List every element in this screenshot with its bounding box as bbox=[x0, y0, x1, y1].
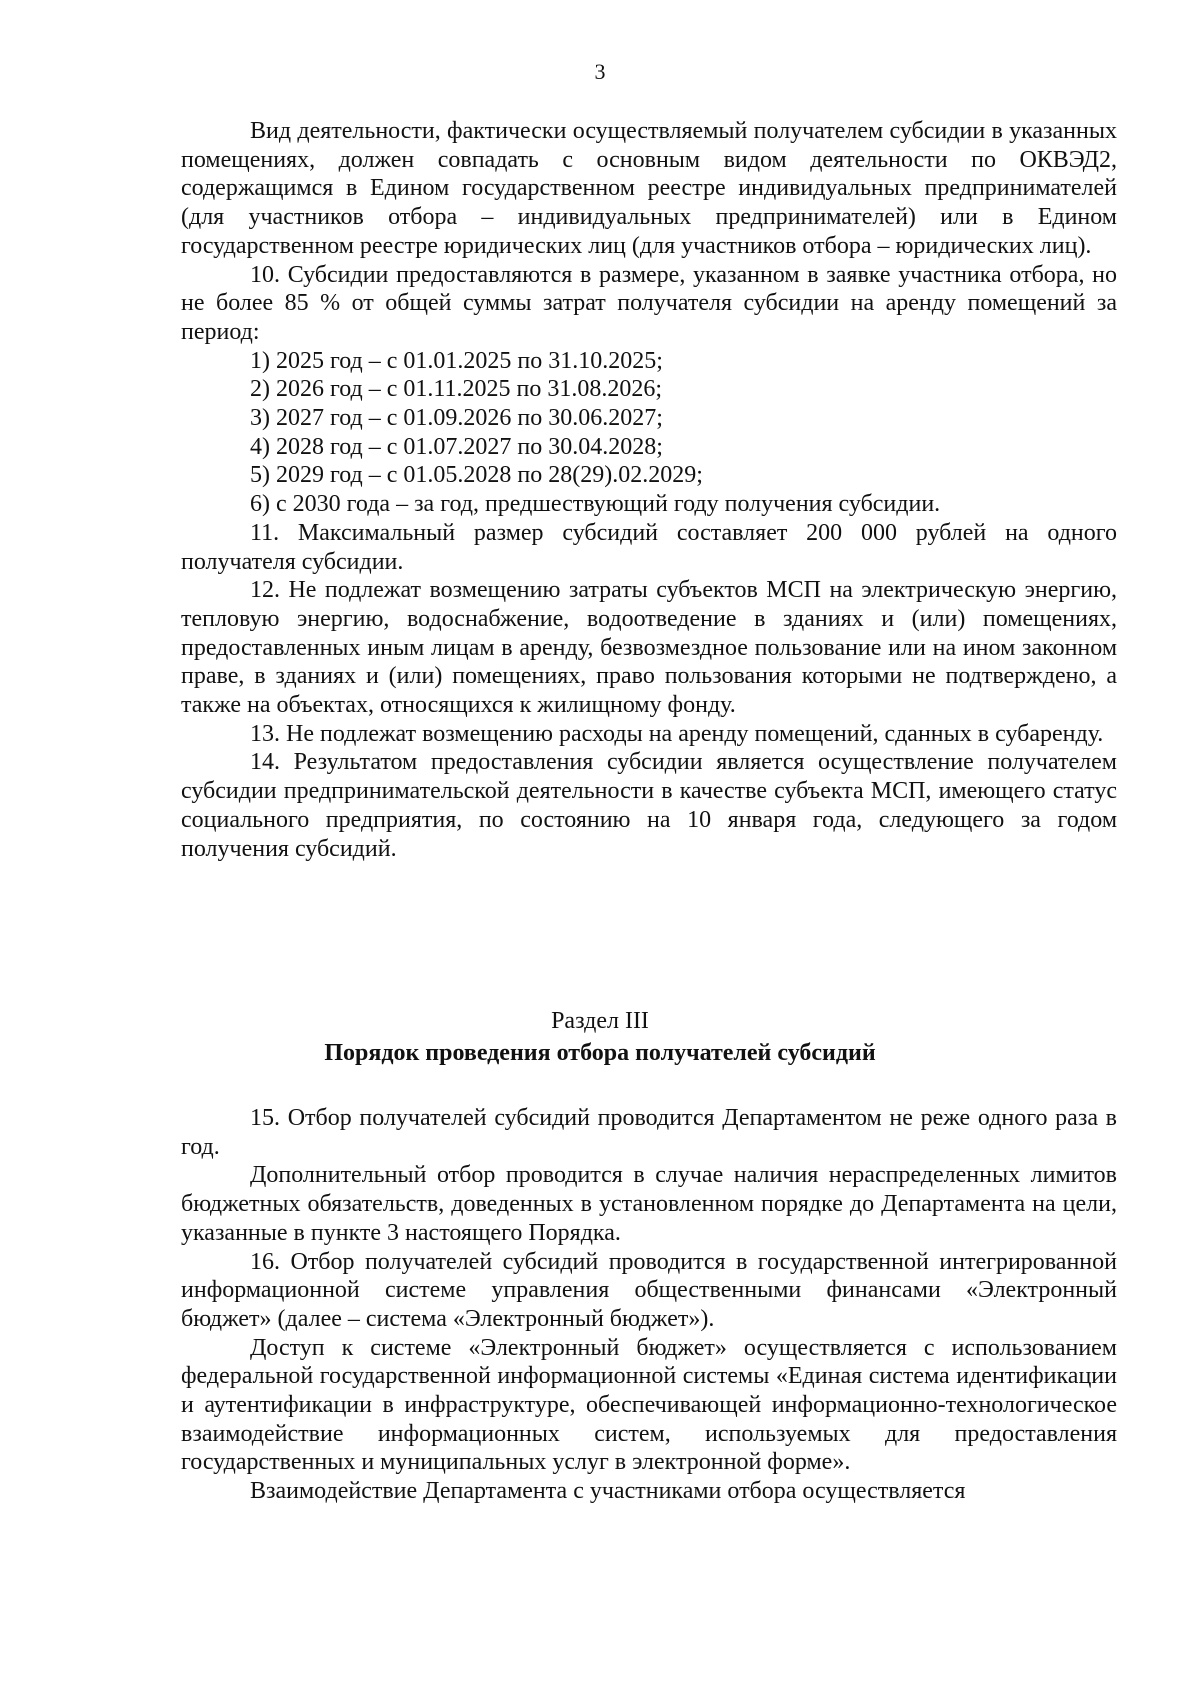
period-item-6: 6) с 2030 года – за год, предшествующий году получения субсидии. bbox=[250, 491, 941, 518]
period-item-5: 5) 2029 год – с 01.05.2028 по 28(29).02.2029; bbox=[250, 462, 703, 489]
page-number: 3 bbox=[594, 59, 606, 84]
paragraph-15: 15. Отбор получателей субсидий проводится Департаментом не реже одного раза в год. bbox=[181, 1105, 1117, 1160]
section-label: Раздел III bbox=[551, 1008, 649, 1034]
period-item-4: 4) 2028 год – с 01.07.2027 по 30.04.2028; bbox=[250, 433, 663, 460]
period-item-1: 1) 2025 год – с 01.01.2025 по 31.10.2025; bbox=[250, 347, 663, 374]
period-item-3: 3) 2027 год – с 01.09.2026 по 30.06.2027; bbox=[250, 405, 663, 432]
paragraph-system-access: Доступ к системе «Электронный бюджет» осуществляется с использованием федеральной государственной информационной системы «Единая система идентификации и аутентификации в инфраструктуре, обеспечивающей информационно-технологическое взаимодействие информационных систем, используемых для предоставления государственных и муниципальных услуг в электронной форме». bbox=[181, 1334, 1117, 1476]
paragraph-additional-selection: Дополнительный отбор проводится в случае наличия нераспределенных лимитов бюджетных обязательств, доведенных в установленном порядке до Департамента на цели, указанные в пункте 3 настоящего Порядка. bbox=[181, 1162, 1117, 1246]
paragraph-activity-type: Вид деятельности, фактически осуществляемый получателем субсидии в указанных помещениях, должен совпадать с основным видом деятельности по ОКВЭД2, содержащимся в Едином государственном реестре индивидуальных предпринимателей (для участников отбора – индивидуальных предпринимателей) или в Едином государственном реестре юридических лиц (для участников отбора – юридических лиц). bbox=[181, 118, 1117, 259]
paragraph-16: 16. Отбор получателей субсидий проводится в государственной интегрированной информационной системе управления общественными финансами «Электронный бюджет» (далее – система «Электронный бюджет»). bbox=[181, 1248, 1117, 1332]
body-text-top bbox=[181, 117, 1117, 863]
paragraph-14: 14. Результатом предоставления субсидии является осуществление получателем субсидии предпринимательской деятельности в качестве субъекта МСП, имеющего статус социального предприятия, по состоянию на 10 января года, следующего за годом получения субсидий. bbox=[181, 749, 1117, 862]
section-title: Порядок проведения отбора получателей субсидий bbox=[324, 1040, 876, 1066]
body-text-bottom bbox=[181, 1104, 1117, 1506]
paragraph-interaction: Взаимодействие Департамента с участниками отбора осуществляется bbox=[250, 1478, 966, 1505]
paragraph-13: 13. Не подлежат возмещению расходы на аренду помещений, сданных в субаренду. bbox=[250, 720, 1104, 747]
paragraph-11: 11. Максимальный размер субсидий составляет 200 000 рублей на одного получателя субсидии. bbox=[181, 519, 1117, 575]
period-item-2: 2) 2026 год – с 01.11.2025 по 31.08.2026; bbox=[250, 376, 663, 403]
paragraph-12: 12. Не подлежат возмещению затраты субъектов МСП на электрическую энергию, тепловую энергию, водоснабжение, водоотведение в зданиях и (или) помещениях, предоставленных иным лицам в аренду, безвозмездное пользование или на ином законном праве, в зданиях и (или) помещениях, право пользования которыми не подтверждено, а также на объектах, относящихся к жилищному фонду. bbox=[181, 577, 1117, 719]
paragraph-10: 10. Субсидии предоставляются в размере, указанном в заявке участника отбора, но не более 85 % от общей суммы затрат получателя субсидии на аренду помещений за период: bbox=[181, 261, 1117, 345]
